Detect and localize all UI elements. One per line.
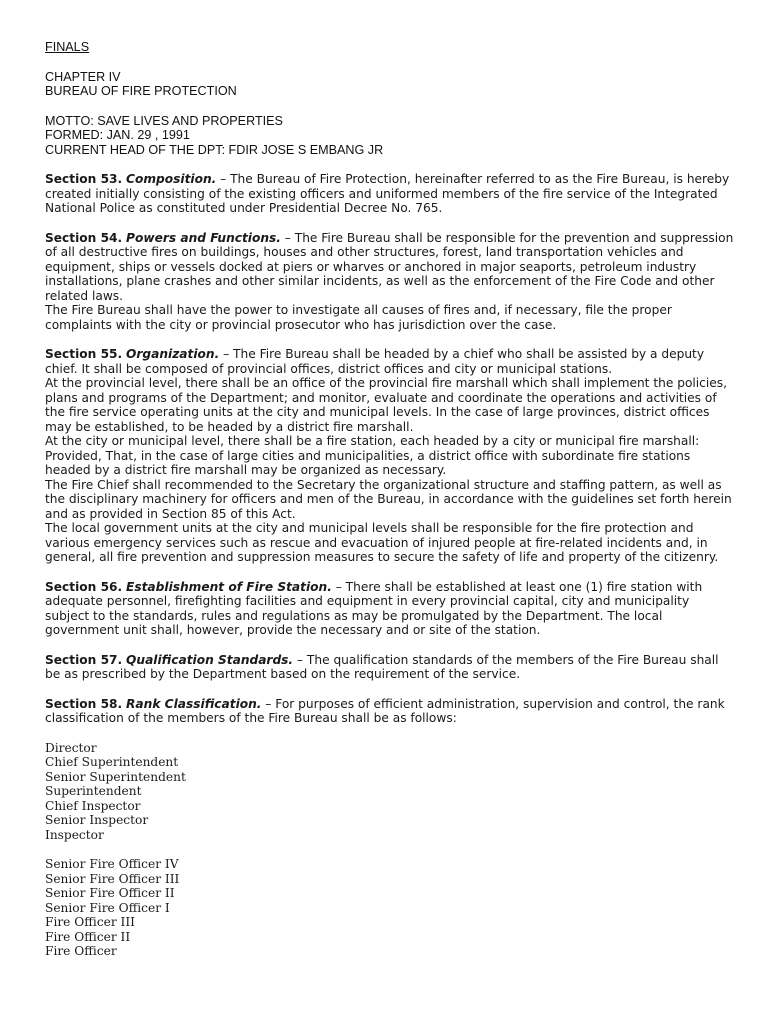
- section-text: – The Fire Bureau shall be headed by a chief who shall be assisted by a deputy chief. It shall be composed of provincial offices, district offices and city or municipal stations.: [45, 347, 705, 376]
- section-title: Composition.: [126, 172, 217, 186]
- section-text: – The Fire Bureau shall be responsible for the prevention and suppression of all destructive fires on buildings, houses and other structures, forest, land transportation vehicles and equipment, ships or vessels docked at piers or wharves or anchored in major seaports, petroleum industry installations, plane crashes and other similar incidents, as well as the enforcement of the Fire Code and other related laws.: [45, 230, 734, 303]
- section-title: Powers and Functions.: [126, 230, 281, 245]
- section-paragraph: [45, 653, 735, 682]
- section-text: – The Bureau of Fire Protection, hereinafter referred to as the Fire Bureau, is hereby created initially consisting of the existing officers and uniformed members of the fire service of the Integrated National Police as constituted under Presidential Decree No. 765.: [45, 172, 730, 215]
- section-number: Section 55.: [45, 347, 123, 361]
- section-number: Section 56.: [45, 579, 123, 594]
- section-title: Establishment of Fire Station.: [126, 579, 332, 594]
- document-page: [45, 40, 735, 974]
- list-item: Senior Inspector: [45, 813, 149, 827]
- section-title: Qualification Standards.: [126, 652, 294, 667]
- list-item: Senior Fire Officer IV: [45, 857, 179, 871]
- section-53: [45, 172, 735, 216]
- section-number: Section 54.: [45, 230, 123, 245]
- section-text: – There shall be established at least one (1) fire station with adequate personnel, firefighting facilities and equipment in every provincial capital, city and municipality subject to the standards, rules and regulations as may be promulgated by the Department. The local government unit shall, however, provide the necessary and or site of the station.: [45, 579, 703, 637]
- section-paragraph: The Fire Bureau shall have the power to investigate all causes of fires and, if necessary, file the proper complaints with the city or provincial prosecutor who has jurisdiction over the case.: [45, 303, 672, 332]
- document-header: [45, 40, 735, 157]
- section-paragraph: At the provincial level, there shall be an office of the provincial fire marshall which shall implement the policies, plans and programs of the Department; and monitor, evaluate and coordinate the operations and activities of the fire service operating units at the city and municipal levels. In the case of large provinces, district offices may be established, to be headed by a district fire marshall.: [45, 376, 727, 434]
- chapter-title: CHAPTER IV: [45, 69, 121, 84]
- section-title: Rank Classification.: [126, 696, 262, 711]
- formed-line: FORMED: JAN. 29 , 1991: [45, 128, 190, 142]
- bureau-meta: [45, 114, 735, 158]
- finals-heading: FINALS: [45, 40, 90, 54]
- section-54: [45, 231, 735, 333]
- list-item: Chief Superintendent: [45, 755, 179, 769]
- section-paragraph: [45, 697, 735, 726]
- bureau-title: BUREAU OF FIRE PROTECTION: [45, 84, 237, 98]
- section-number: Section 57.: [45, 652, 123, 667]
- section-paragraph: [45, 347, 735, 376]
- list-item: Senior Fire Officer II: [45, 886, 175, 900]
- list-item: Inspector: [45, 827, 104, 842]
- section-paragraph: The Fire Chief shall recommended to the Secretary the organizational structure and staffing pattern, as well as the disciplinary machinery for officers and men of the Bureau, in accordance with the guidelines set forth herein and as provided in Section 85 of this Act.: [45, 477, 732, 521]
- non-officer-rank-list: [45, 857, 735, 959]
- section-58: [45, 697, 735, 726]
- section-number: Section 58.: [45, 696, 123, 711]
- section-paragraph: [45, 580, 735, 638]
- section-paragraph: At the city or municipal level, there shall be a fire station, each headed by a city or municipal fire marshall: Provided, That, in the case of large cities and municipalities, a district office with subordinate fire stations headed by a district fire marshall may be organized as necessary.: [45, 434, 700, 477]
- list-item: Fire Officer III: [45, 915, 135, 929]
- motto-line: MOTTO: SAVE LIVES AND PROPERTIES: [45, 113, 283, 128]
- section-55: [45, 347, 735, 565]
- section-paragraph: The local government units at the city and municipal levels shall be responsible for the fire protection and various emergency services such as rescue and evacuation of injured people at fire-related incidents and, in general, all fire prevention and suppression measures to secure the safety of life and property of the citizenry.: [45, 521, 719, 564]
- section-number: Section 53.: [45, 172, 123, 186]
- chapter-block: [45, 70, 735, 99]
- list-item: Senior Fire Officer III: [45, 871, 180, 886]
- list-item: Senior Fire Officer I: [45, 900, 170, 915]
- section-57: [45, 653, 735, 682]
- officer-rank-list: [45, 741, 735, 843]
- list-item: Superintendent: [45, 784, 142, 798]
- list-item: Senior Superintendent: [45, 769, 186, 784]
- list-item: Fire Officer II: [45, 929, 131, 944]
- section-title: Organization.: [126, 347, 220, 361]
- section-text: – The qualification standards of the members of the Fire Bureau shall be as prescribed by the Department based on the requirement of the service.: [45, 652, 719, 681]
- section-56: [45, 580, 735, 638]
- section-text: – For purposes of efficient administration, supervision and control, the rank classification of the members of the Fire Bureau shall be as follows:: [45, 696, 725, 725]
- list-item: Fire Officer: [45, 944, 117, 958]
- section-paragraph: [45, 231, 735, 304]
- list-item: Director: [45, 740, 97, 755]
- current-head-line: CURRENT HEAD OF THE DPT: FDIR JOSE S EMBANG JR: [45, 142, 384, 157]
- section-paragraph: [45, 172, 735, 216]
- list-item: Chief Inspector: [45, 798, 141, 813]
